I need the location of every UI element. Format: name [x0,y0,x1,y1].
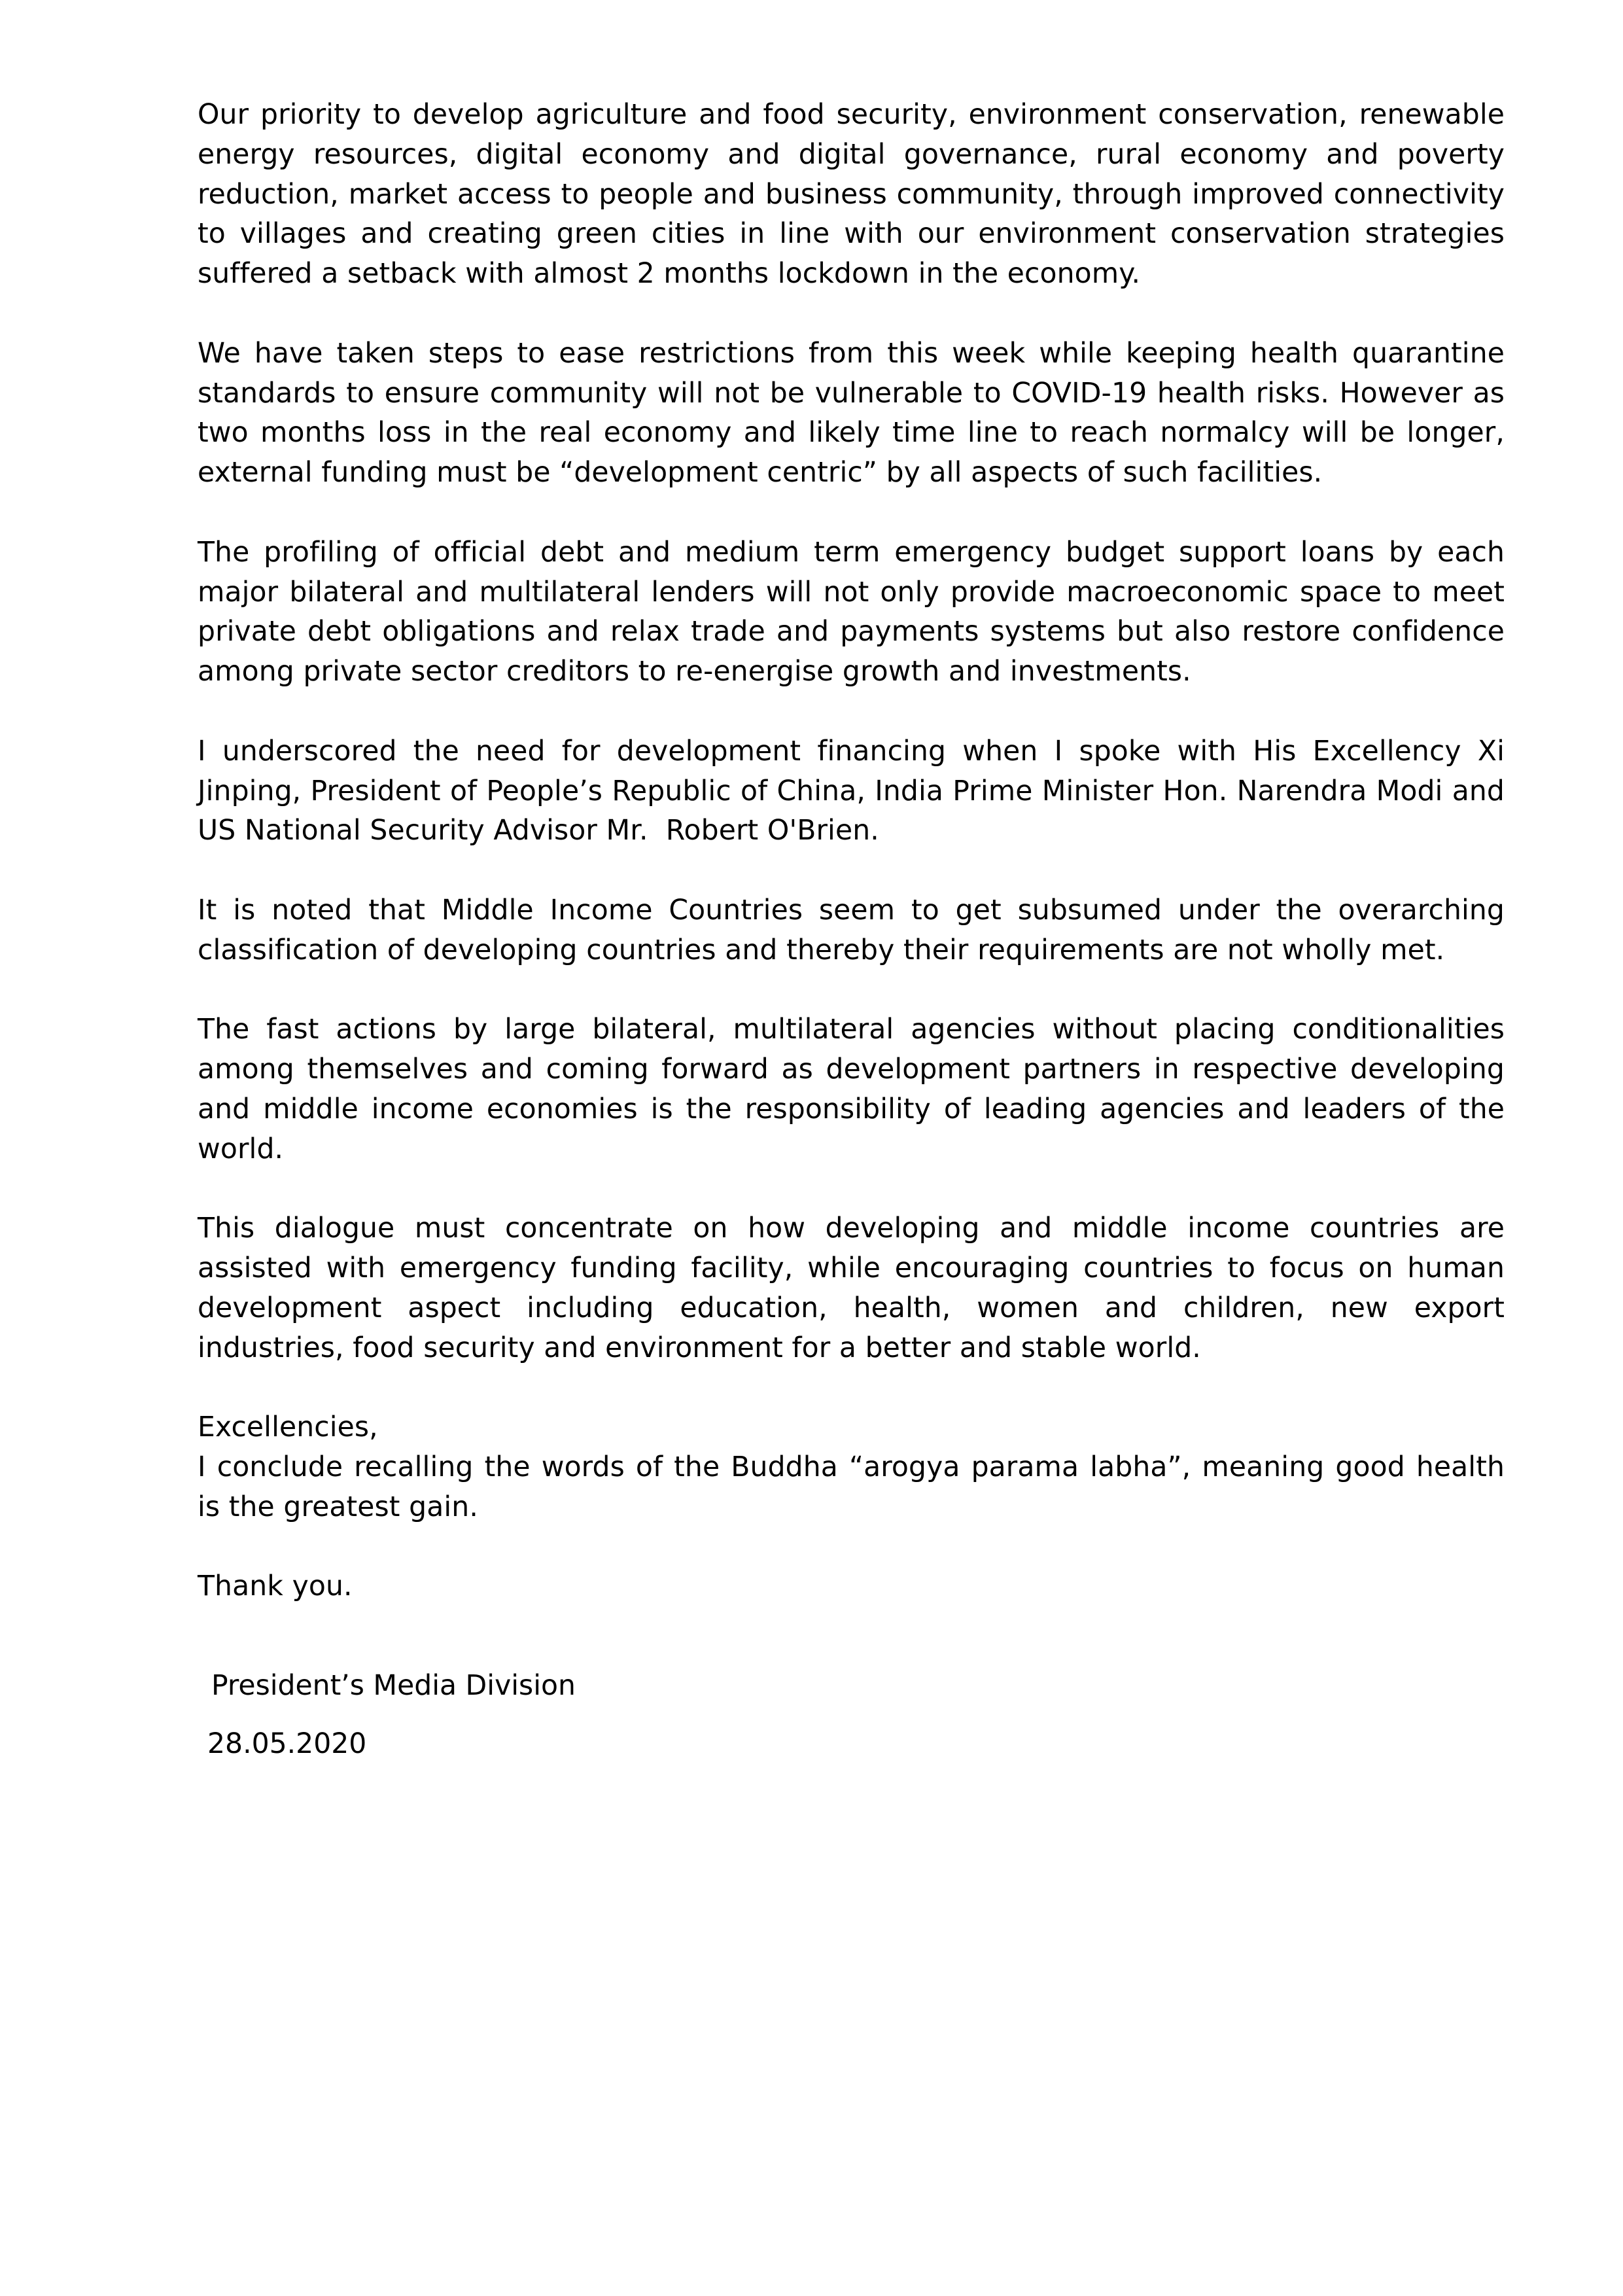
paragraph-easing-restrictions: We have taken steps to ease restrictions from this week while keeping health quarantine standards to ensure community will not be vulnerable to COVID-19 health risks. However as two months loss in the real economy and likely time line to reach normalcy will be longer, external funding must be “development centric” by all aspects of such facilities. [198,337,1505,489]
paragraph-fast-actions: The fast actions by large bilateral, multilateral agencies without placing conditionalities among themselves and coming forward as development partners in respective developing and middle income economies is the responsibility of leading agencies and leaders of the world. [198,1014,1505,1165]
issuer-signature: President’s Media Division [211,1670,576,1702]
paragraph-middle-income-countries: It is noted that Middle Income Countries seem to get subsumed under the overarching classification of developing countries and thereby their requirements are not wholly met. [198,894,1505,966]
document-date: 28.05.2020 [207,1728,367,1760]
salutation: Excellencies, [198,1411,378,1444]
conclusion-text: I conclude recalling the words of the Buddha “arogya parama labha”, meaning good health is the greatest gain. [198,1451,1505,1523]
closing-remarks [198,1408,1505,1527]
paragraph-dialogue-focus: This dialogue must concentrate on how developing and middle income countries are assisted with emergency funding facility, while encouraging countries to focus on human development aspect including education, health, women and children, new export industries, food security and environment for a better and stable world. [198,1212,1505,1364]
document-body [198,96,1505,1607]
paragraph-debt-profiling: The profiling of official debt and medium term emergency budget support loans by each major bilateral and multilateral lenders will not only provide macroeconomic space to meet private debt obligations and relax trade and payments systems but also restore confidence among private sector creditors to re-energise growth and investments. [198,536,1505,688]
paragraph-development-financing: I underscored the need for development financing when I spoke with His Excellency Xi Jinping, President of People’s Republic of China, India Prime Minister Hon. Narendra Modi and US National Security Advisor Mr. Robert O'Brien. [198,735,1505,847]
thank-you: Thank you. [198,1570,353,1603]
paragraph-priorities: Our priority to develop agriculture and food security, environment conservation, renewable energy resources, digital economy and digital governance, rural economy and poverty reduction, market access to people and business community, through improved connectivity to villages and creating green cities in line with our environment conservation strategies suffered a setback with almost 2 months lockdown in the economy. [198,99,1505,291]
